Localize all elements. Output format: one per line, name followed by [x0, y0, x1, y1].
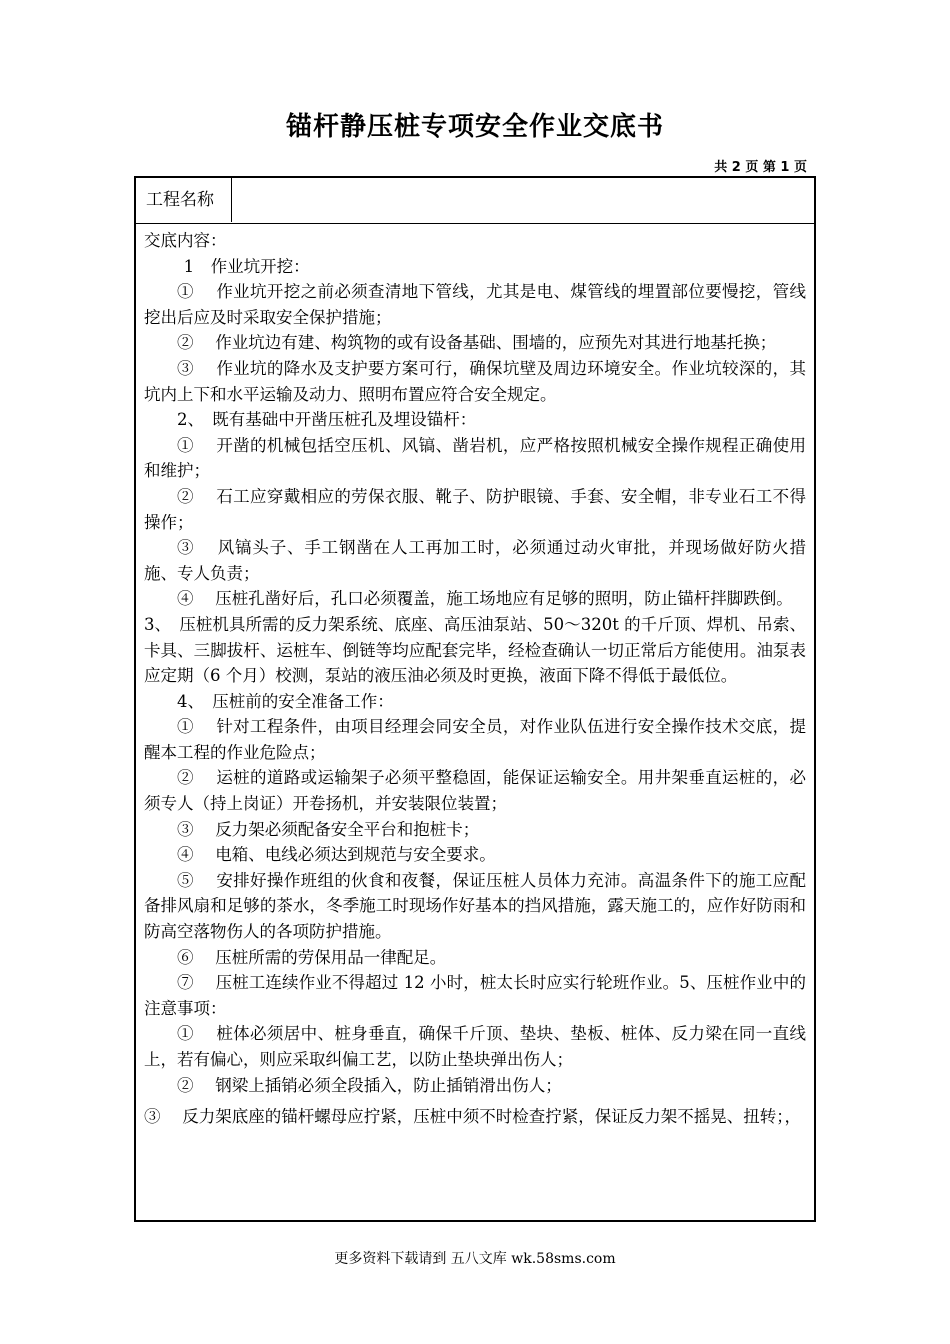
- document-title: 锚杆静压桩专项安全作业交底书: [285, 112, 664, 142]
- section-2-heading: 2、 既有基础中开凿压桩孔及埋设锚杆：: [177, 410, 477, 430]
- page-info: 共 2 页 第 1 页: [714, 160, 807, 175]
- list-item: ① 针对工程条件，由项目经理会同安全员，对作业队伍进行安全操作技术交底，提醒本工程的作业危险点；: [144, 717, 806, 762]
- section-3-paragraph: 3、 压桩机具所需的反力架系统、底座、高压油泵站、50～320t 的千斤顶、焊机、吊索、卡具、三脚拔杆、运桩车、倒链等均应配套完毕，经检查确认一切正常后方能使用。油泵表应定期（6 个月）校测，泵站的液压油必须及时更换，液面下降不得低于最低位。: [144, 614, 806, 686]
- footer-text: 更多资料下载请到 五八文库 wk.58sms.com: [334, 1251, 616, 1267]
- form-table: [134, 176, 816, 1222]
- list-item: ③ 反力架底座的锚杆螺母应拧紧，压桩中须不时检查拧紧，保证反力架不摇晃、扭转；，: [144, 1107, 801, 1127]
- project-name-label: 工程名称: [136, 178, 232, 222]
- list-item: ① 开凿的机械包括空压机、风镐、凿岩机，应严格按照机械安全操作规程正确使用和维护；: [144, 435, 806, 481]
- section-4-heading: 4、 压桩前的安全准备工作：: [177, 691, 394, 711]
- list-item: ③ 作业坑的降水及支护要方案可行，确保坑壁及周边环境安全。作业坑较深的，其坑内上下和水平运输及动力、照明布置应符合安全规定。: [144, 358, 806, 404]
- list-item: ② 运桩的道路或运输架子必须平整稳固，能保证运输安全。用井架垂直运桩的，必须专人（持上岗证）开卷扬机，并安装限位装置；: [144, 768, 806, 814]
- list-item: ⑤ 安排好操作班组的伙食和夜餐，保证压桩人员体力充沛。高温条件下的施工应配备排风扇和足够的茶水，冬季施工时现场作好基本的挡风措施，露天施工的，应作好防雨和防高空落物伤人的各项防护措施。: [144, 870, 806, 942]
- content-heading: 交底内容：: [144, 231, 227, 250]
- list-item: ① 桩体必须居中、桩身垂直，确保千斤顶、垫块、垫板、桩体、反力梁在同一直线上，若有偏心，则应采取纠偏工艺，以防止垫块弹出伤人；: [144, 1024, 806, 1069]
- list-item: ② 石工应穿戴相应的劳保衣服、靴子、防护眼镜、手套、安全帽，非专业石工不得操作；: [144, 486, 806, 532]
- list-item: ④ 电箱、电线必须达到规范与安全要求。: [177, 845, 496, 865]
- list-item: ② 作业坑边有建、构筑物的或有设备基础、围墙的，应预先对其进行地基托换；: [177, 333, 777, 353]
- project-name-row: [136, 178, 814, 224]
- disclosure-content: [144, 228, 806, 1136]
- list-item: ② 钢梁上插销必须全段插入，防止插销滑出伤人；: [177, 1075, 562, 1095]
- list-item: ⑦ 压桩工连续作业不得超过 12 小时，桩太长时应实行轮班作业。5、压桩作业中的注意事项：: [144, 973, 806, 1018]
- list-item: ④ 压桩孔凿好后，孔口必须覆盖，施工场地应有足够的照明，防止锚杆拌脚跌倒。: [177, 589, 793, 609]
- section-1-heading: 1 作业坑开挖：: [183, 256, 310, 276]
- list-item: ③ 反力架必须配备安全平台和抱桩卡；: [177, 819, 480, 839]
- list-item: ⑥ 压桩所需的劳保用品一律配足。: [177, 947, 447, 967]
- project-name-value: [232, 178, 814, 222]
- list-item: ③ 风镐头子、手工钢凿在人工再加工时，必须通过动火审批，并现场做好防火措施、专人负责；: [144, 538, 806, 583]
- list-item: ① 作业坑开挖之前必须查清地下管线，尤其是电、煤管线的埋置部位要慢挖，管线挖出后应及时采取安全保护措施；: [144, 282, 806, 327]
